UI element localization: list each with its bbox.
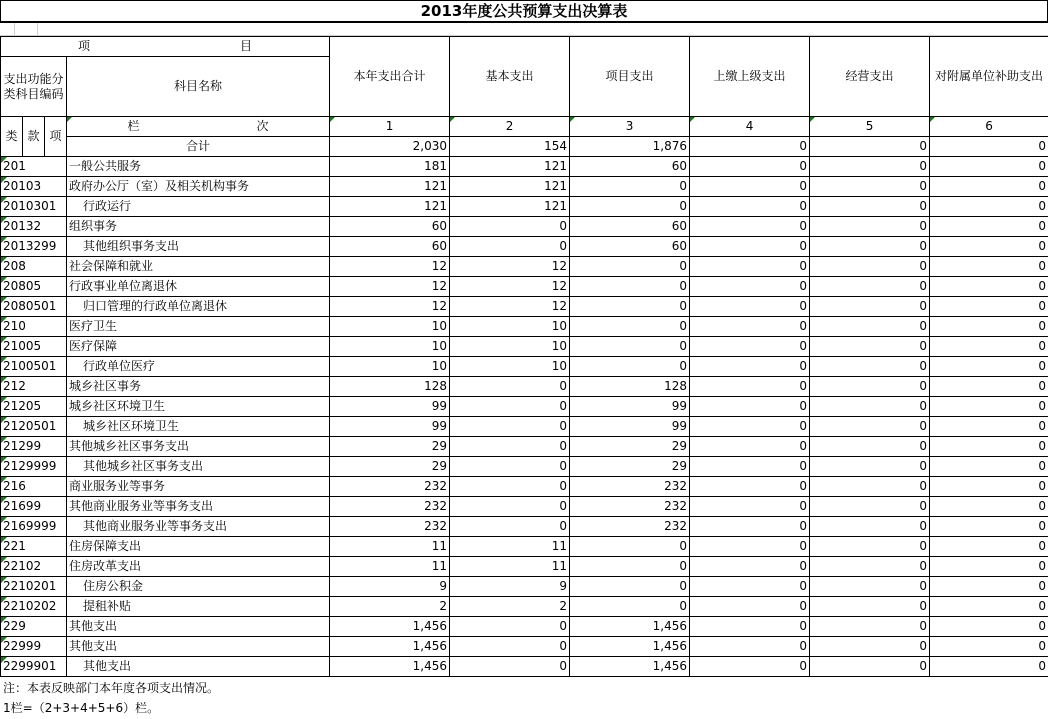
row-value-v4: 0 xyxy=(690,597,810,617)
row-value-v3: 0 xyxy=(570,537,690,557)
row-code: 22999 xyxy=(1,637,67,657)
row-value-v5: 0 xyxy=(810,557,930,577)
row-value-v5: 0 xyxy=(810,357,930,377)
row-code: 2120501 xyxy=(1,417,67,437)
row-value-v2: 11 xyxy=(450,557,570,577)
row-value-v2: 0 xyxy=(450,637,570,657)
row-value-v4: 0 xyxy=(690,557,810,577)
header-col-basic: 基本支出 xyxy=(450,37,570,117)
header-xiang: 项 xyxy=(45,117,67,157)
table-title: 2013年度公共预算支出决算表 xyxy=(0,0,1048,23)
row-value-v4: 0 xyxy=(690,177,810,197)
row-subject-name: 政府办公厅（室）及相关机构事务 xyxy=(67,177,330,197)
row-value-v2: 0 xyxy=(450,417,570,437)
row-subject-name: 住房改革支出 xyxy=(67,557,330,577)
row-subject-name: 一般公共服务 xyxy=(67,157,330,177)
row-code: 21299 xyxy=(1,437,67,457)
row-code: 229 xyxy=(1,617,67,637)
row-value-v4: 0 xyxy=(690,657,810,677)
row-subject-name: 提租补贴 xyxy=(67,597,330,617)
row-value-v2: 0 xyxy=(450,397,570,417)
row-value-v2: 0 xyxy=(450,517,570,537)
row-code: 2299901 xyxy=(1,657,67,677)
header-col-project: 项目支出 xyxy=(570,37,690,117)
row-subject-name: 其他支出 xyxy=(67,637,330,657)
row-code: 20103 xyxy=(1,177,67,197)
row-value-v5: 0 xyxy=(810,657,930,677)
row-value-v5: 0 xyxy=(810,457,930,477)
footnote-formula: 1栏=（2+3+4+5+6）栏。 xyxy=(3,701,160,715)
row-value-v3: 99 xyxy=(570,417,690,437)
row-value-v2: 0 xyxy=(450,217,570,237)
expenditure-table xyxy=(0,36,1048,677)
row-value-v1: 11 xyxy=(330,557,450,577)
row-value-v3: 1,456 xyxy=(570,637,690,657)
row-subject-name: 其他组织事务支出 xyxy=(67,237,330,257)
table-row xyxy=(1,197,1048,217)
row-value-v1: 99 xyxy=(330,397,450,417)
table-row xyxy=(1,297,1048,317)
header-lan-char: 栏 xyxy=(127,119,140,133)
col-number: 3 xyxy=(570,117,690,137)
row-code: 210 xyxy=(1,317,67,337)
row-value-v5: 0 xyxy=(810,277,930,297)
row-value-v1: 1,456 xyxy=(330,657,450,677)
row-value-v4: 0 xyxy=(690,457,810,477)
row-value-v3: 0 xyxy=(570,177,690,197)
footnote-description: 注：本表反映部门本年度各项支出情况。 xyxy=(3,681,220,695)
row-code: 221 xyxy=(1,537,67,557)
row-value-v5: 0 xyxy=(810,377,930,397)
row-value-v5: 0 xyxy=(810,257,930,277)
row-subject-name: 住房保障支出 xyxy=(67,537,330,557)
row-value-v1: 10 xyxy=(330,337,450,357)
total-value: 0 xyxy=(690,137,810,157)
row-code: 20132 xyxy=(1,217,67,237)
row-subject-name: 医疗保障 xyxy=(67,337,330,357)
col-number: 1 xyxy=(330,117,450,137)
row-subject-name: 商业服务业等事务 xyxy=(67,477,330,497)
row-value-v3: 1,456 xyxy=(570,657,690,677)
table-row xyxy=(1,517,1048,537)
row-subject-name: 城乡社区环境卫生 xyxy=(67,417,330,437)
row-value-v5: 0 xyxy=(810,637,930,657)
row-value-v6: 0 xyxy=(930,157,1048,177)
row-value-v2: 0 xyxy=(450,477,570,497)
row-value-v2: 0 xyxy=(450,497,570,517)
row-value-v1: 232 xyxy=(330,497,450,517)
table-row xyxy=(1,397,1048,417)
table-row xyxy=(1,637,1048,657)
row-subject-name: 行政事业单位离退休 xyxy=(67,277,330,297)
table-row xyxy=(1,357,1048,377)
row-value-v4: 0 xyxy=(690,577,810,597)
row-value-v3: 99 xyxy=(570,397,690,417)
header-kuan: 款 xyxy=(23,117,45,157)
row-value-v6: 0 xyxy=(930,177,1048,197)
row-code: 22102 xyxy=(1,557,67,577)
row-value-v4: 0 xyxy=(690,477,810,497)
row-value-v1: 10 xyxy=(330,317,450,337)
header-ci-char: 次 xyxy=(256,119,269,133)
row-value-v5: 0 xyxy=(810,397,930,417)
row-value-v4: 0 xyxy=(690,317,810,337)
row-value-v6: 0 xyxy=(930,197,1048,217)
row-value-v4: 0 xyxy=(690,217,810,237)
row-subject-name: 城乡社区环境卫生 xyxy=(67,397,330,417)
row-value-v5: 0 xyxy=(810,477,930,497)
table-row xyxy=(1,157,1048,177)
total-value: 154 xyxy=(450,137,570,157)
row-value-v3: 128 xyxy=(570,377,690,397)
table-row xyxy=(1,317,1048,337)
row-subject-name: 其他城乡社区事务支出 xyxy=(67,437,330,457)
row-value-v5: 0 xyxy=(810,597,930,617)
row-value-v6: 0 xyxy=(930,237,1048,257)
row-value-v3: 0 xyxy=(570,277,690,297)
row-value-v2: 2 xyxy=(450,597,570,617)
row-value-v2: 0 xyxy=(450,237,570,257)
table-row xyxy=(1,497,1048,517)
table-row xyxy=(1,477,1048,497)
empty-row-strip xyxy=(0,23,1048,36)
row-subject-name: 住房公积金 xyxy=(67,577,330,597)
row-value-v1: 121 xyxy=(330,197,450,217)
table-row xyxy=(1,457,1048,477)
row-value-v5: 0 xyxy=(810,577,930,597)
row-value-v2: 10 xyxy=(450,317,570,337)
row-value-v1: 99 xyxy=(330,417,450,437)
row-value-v4: 0 xyxy=(690,637,810,657)
header-col-total: 本年支出合计 xyxy=(330,37,450,117)
row-value-v3: 0 xyxy=(570,357,690,377)
table-row xyxy=(1,217,1048,237)
row-value-v3: 0 xyxy=(570,577,690,597)
header-lei: 类 xyxy=(1,117,23,157)
row-code: 21005 xyxy=(1,337,67,357)
row-value-v1: 29 xyxy=(330,457,450,477)
header-col-business: 经营支出 xyxy=(810,37,930,117)
row-value-v4: 0 xyxy=(690,617,810,637)
row-value-v1: 9 xyxy=(330,577,450,597)
row-code: 2210201 xyxy=(1,577,67,597)
row-value-v3: 1,456 xyxy=(570,617,690,637)
row-value-v1: 11 xyxy=(330,537,450,557)
row-value-v3: 232 xyxy=(570,497,690,517)
row-code: 212 xyxy=(1,377,67,397)
row-subject-name: 行政运行 xyxy=(67,197,330,217)
header-func-code: 支出功能分类科目编码 xyxy=(1,57,67,117)
row-value-v3: 0 xyxy=(570,597,690,617)
row-value-v1: 1,456 xyxy=(330,637,450,657)
row-value-v6: 0 xyxy=(930,357,1048,377)
row-value-v6: 0 xyxy=(930,437,1048,457)
row-code: 208 xyxy=(1,257,67,277)
row-value-v6: 0 xyxy=(930,617,1048,637)
table-row xyxy=(1,577,1048,597)
header-xiang-char: 项 xyxy=(78,39,91,53)
row-value-v6: 0 xyxy=(930,337,1048,357)
row-value-v5: 0 xyxy=(810,437,930,457)
row-code: 20805 xyxy=(1,277,67,297)
row-value-v3: 60 xyxy=(570,217,690,237)
row-subject-name: 医疗卫生 xyxy=(67,317,330,337)
row-value-v6: 0 xyxy=(930,557,1048,577)
table-row xyxy=(1,537,1048,557)
row-value-v5: 0 xyxy=(810,157,930,177)
row-value-v6: 0 xyxy=(930,577,1048,597)
row-value-v6: 0 xyxy=(930,517,1048,537)
row-value-v5: 0 xyxy=(810,517,930,537)
row-value-v6: 0 xyxy=(930,317,1048,337)
row-value-v3: 29 xyxy=(570,457,690,477)
row-value-v1: 12 xyxy=(330,257,450,277)
row-value-v1: 12 xyxy=(330,277,450,297)
col-number: 5 xyxy=(810,117,930,137)
row-code: 2169999 xyxy=(1,517,67,537)
row-value-v6: 0 xyxy=(930,297,1048,317)
row-value-v1: 121 xyxy=(330,177,450,197)
row-value-v3: 0 xyxy=(570,297,690,317)
row-value-v1: 60 xyxy=(330,217,450,237)
header-mu-char: 目 xyxy=(240,39,253,53)
row-value-v6: 0 xyxy=(930,277,1048,297)
table-row xyxy=(1,657,1048,677)
row-subject-name: 组织事务 xyxy=(67,217,330,237)
row-value-v2: 12 xyxy=(450,277,570,297)
row-value-v2: 0 xyxy=(450,657,570,677)
row-value-v2: 10 xyxy=(450,357,570,377)
row-value-v3: 0 xyxy=(570,257,690,277)
row-value-v5: 0 xyxy=(810,317,930,337)
row-value-v4: 0 xyxy=(690,357,810,377)
row-value-v3: 0 xyxy=(570,337,690,357)
row-value-v6: 0 xyxy=(930,257,1048,277)
row-value-v1: 1,456 xyxy=(330,617,450,637)
row-value-v3: 232 xyxy=(570,517,690,537)
row-subject-name: 其他支出 xyxy=(67,617,330,637)
col-number: 6 xyxy=(930,117,1048,137)
row-value-v6: 0 xyxy=(930,477,1048,497)
row-value-v6: 0 xyxy=(930,637,1048,657)
row-value-v3: 60 xyxy=(570,157,690,177)
table-row xyxy=(1,237,1048,257)
row-value-v6: 0 xyxy=(930,217,1048,237)
table-row xyxy=(1,177,1048,197)
total-row xyxy=(1,137,1048,157)
table-row xyxy=(1,277,1048,297)
row-value-v1: 29 xyxy=(330,437,450,457)
total-value: 0 xyxy=(810,137,930,157)
col-number: 2 xyxy=(450,117,570,137)
row-value-v6: 0 xyxy=(930,657,1048,677)
row-value-v5: 0 xyxy=(810,237,930,257)
row-value-v6: 0 xyxy=(930,397,1048,417)
row-value-v2: 121 xyxy=(450,177,570,197)
row-subject-name: 其他城乡社区事务支出 xyxy=(67,457,330,477)
row-value-v4: 0 xyxy=(690,417,810,437)
row-value-v1: 10 xyxy=(330,357,450,377)
row-value-v3: 0 xyxy=(570,557,690,577)
row-value-v5: 0 xyxy=(810,337,930,357)
row-value-v5: 0 xyxy=(810,217,930,237)
row-value-v4: 0 xyxy=(690,397,810,417)
row-value-v4: 0 xyxy=(690,237,810,257)
row-value-v2: 0 xyxy=(450,457,570,477)
row-value-v2: 11 xyxy=(450,537,570,557)
row-value-v5: 0 xyxy=(810,417,930,437)
row-value-v1: 232 xyxy=(330,517,450,537)
table-row xyxy=(1,437,1048,457)
row-value-v2: 0 xyxy=(450,377,570,397)
row-value-v6: 0 xyxy=(930,597,1048,617)
row-code: 21699 xyxy=(1,497,67,517)
table-row xyxy=(1,617,1048,637)
table-row xyxy=(1,557,1048,577)
row-code: 201 xyxy=(1,157,67,177)
row-value-v2: 12 xyxy=(450,257,570,277)
row-value-v1: 128 xyxy=(330,377,450,397)
row-value-v2: 0 xyxy=(450,437,570,457)
row-value-v4: 0 xyxy=(690,197,810,217)
row-value-v5: 0 xyxy=(810,297,930,317)
row-subject-name: 其他支出 xyxy=(67,657,330,677)
table-row xyxy=(1,377,1048,397)
col-number: 4 xyxy=(690,117,810,137)
total-value: 1,876 xyxy=(570,137,690,157)
row-value-v1: 2 xyxy=(330,597,450,617)
row-value-v2: 121 xyxy=(450,197,570,217)
row-subject-name: 归口管理的行政单位离退休 xyxy=(67,297,330,317)
row-value-v3: 29 xyxy=(570,437,690,457)
row-value-v2: 9 xyxy=(450,577,570,597)
row-value-v5: 0 xyxy=(810,497,930,517)
row-value-v4: 0 xyxy=(690,497,810,517)
row-code: 216 xyxy=(1,477,67,497)
table-row xyxy=(1,337,1048,357)
row-code: 2080501 xyxy=(1,297,67,317)
row-code: 2129999 xyxy=(1,457,67,477)
table-row xyxy=(1,257,1048,277)
row-value-v1: 12 xyxy=(330,297,450,317)
row-value-v5: 0 xyxy=(810,197,930,217)
header-col-subsidy: 对附属单位补助支出 xyxy=(930,37,1048,117)
total-value: 2,030 xyxy=(330,137,450,157)
table-row xyxy=(1,417,1048,437)
row-value-v2: 121 xyxy=(450,157,570,177)
row-value-v6: 0 xyxy=(930,377,1048,397)
row-value-v3: 0 xyxy=(570,317,690,337)
row-code: 2210202 xyxy=(1,597,67,617)
row-value-v3: 0 xyxy=(570,197,690,217)
row-value-v4: 0 xyxy=(690,517,810,537)
row-value-v4: 0 xyxy=(690,257,810,277)
row-value-v4: 0 xyxy=(690,537,810,557)
row-value-v3: 60 xyxy=(570,237,690,257)
row-subject-name: 其他商业服务业等事务支出 xyxy=(67,497,330,517)
header-col-upper: 上缴上级支出 xyxy=(690,37,810,117)
row-value-v4: 0 xyxy=(690,277,810,297)
row-value-v6: 0 xyxy=(930,537,1048,557)
header-xiangmu xyxy=(1,37,330,57)
row-code: 21205 xyxy=(1,397,67,417)
row-value-v1: 232 xyxy=(330,477,450,497)
row-value-v4: 0 xyxy=(690,337,810,357)
total-label: 合计 xyxy=(67,137,330,157)
row-code: 2100501 xyxy=(1,357,67,377)
row-value-v2: 0 xyxy=(450,617,570,637)
row-subject-name: 其他商业服务业等事务支出 xyxy=(67,517,330,537)
row-value-v5: 0 xyxy=(810,617,930,637)
row-value-v2: 12 xyxy=(450,297,570,317)
row-value-v5: 0 xyxy=(810,537,930,557)
row-value-v4: 0 xyxy=(690,377,810,397)
row-value-v6: 0 xyxy=(930,417,1048,437)
total-value: 0 xyxy=(930,137,1048,157)
row-value-v6: 0 xyxy=(930,457,1048,477)
row-value-v4: 0 xyxy=(690,297,810,317)
header-lanci xyxy=(67,117,330,137)
row-code: 2013299 xyxy=(1,237,67,257)
row-subject-name: 社会保障和就业 xyxy=(67,257,330,277)
row-value-v2: 10 xyxy=(450,337,570,357)
row-subject-name: 行政单位医疗 xyxy=(67,357,330,377)
header-subject-name: 科目名称 xyxy=(67,57,330,117)
row-subject-name: 城乡社区事务 xyxy=(67,377,330,397)
row-value-v6: 0 xyxy=(930,497,1048,517)
row-code: 2010301 xyxy=(1,197,67,217)
row-value-v1: 60 xyxy=(330,237,450,257)
row-value-v4: 0 xyxy=(690,157,810,177)
row-value-v3: 232 xyxy=(570,477,690,497)
table-row xyxy=(1,597,1048,617)
row-value-v5: 0 xyxy=(810,177,930,197)
row-value-v4: 0 xyxy=(690,437,810,457)
row-value-v1: 181 xyxy=(330,157,450,177)
